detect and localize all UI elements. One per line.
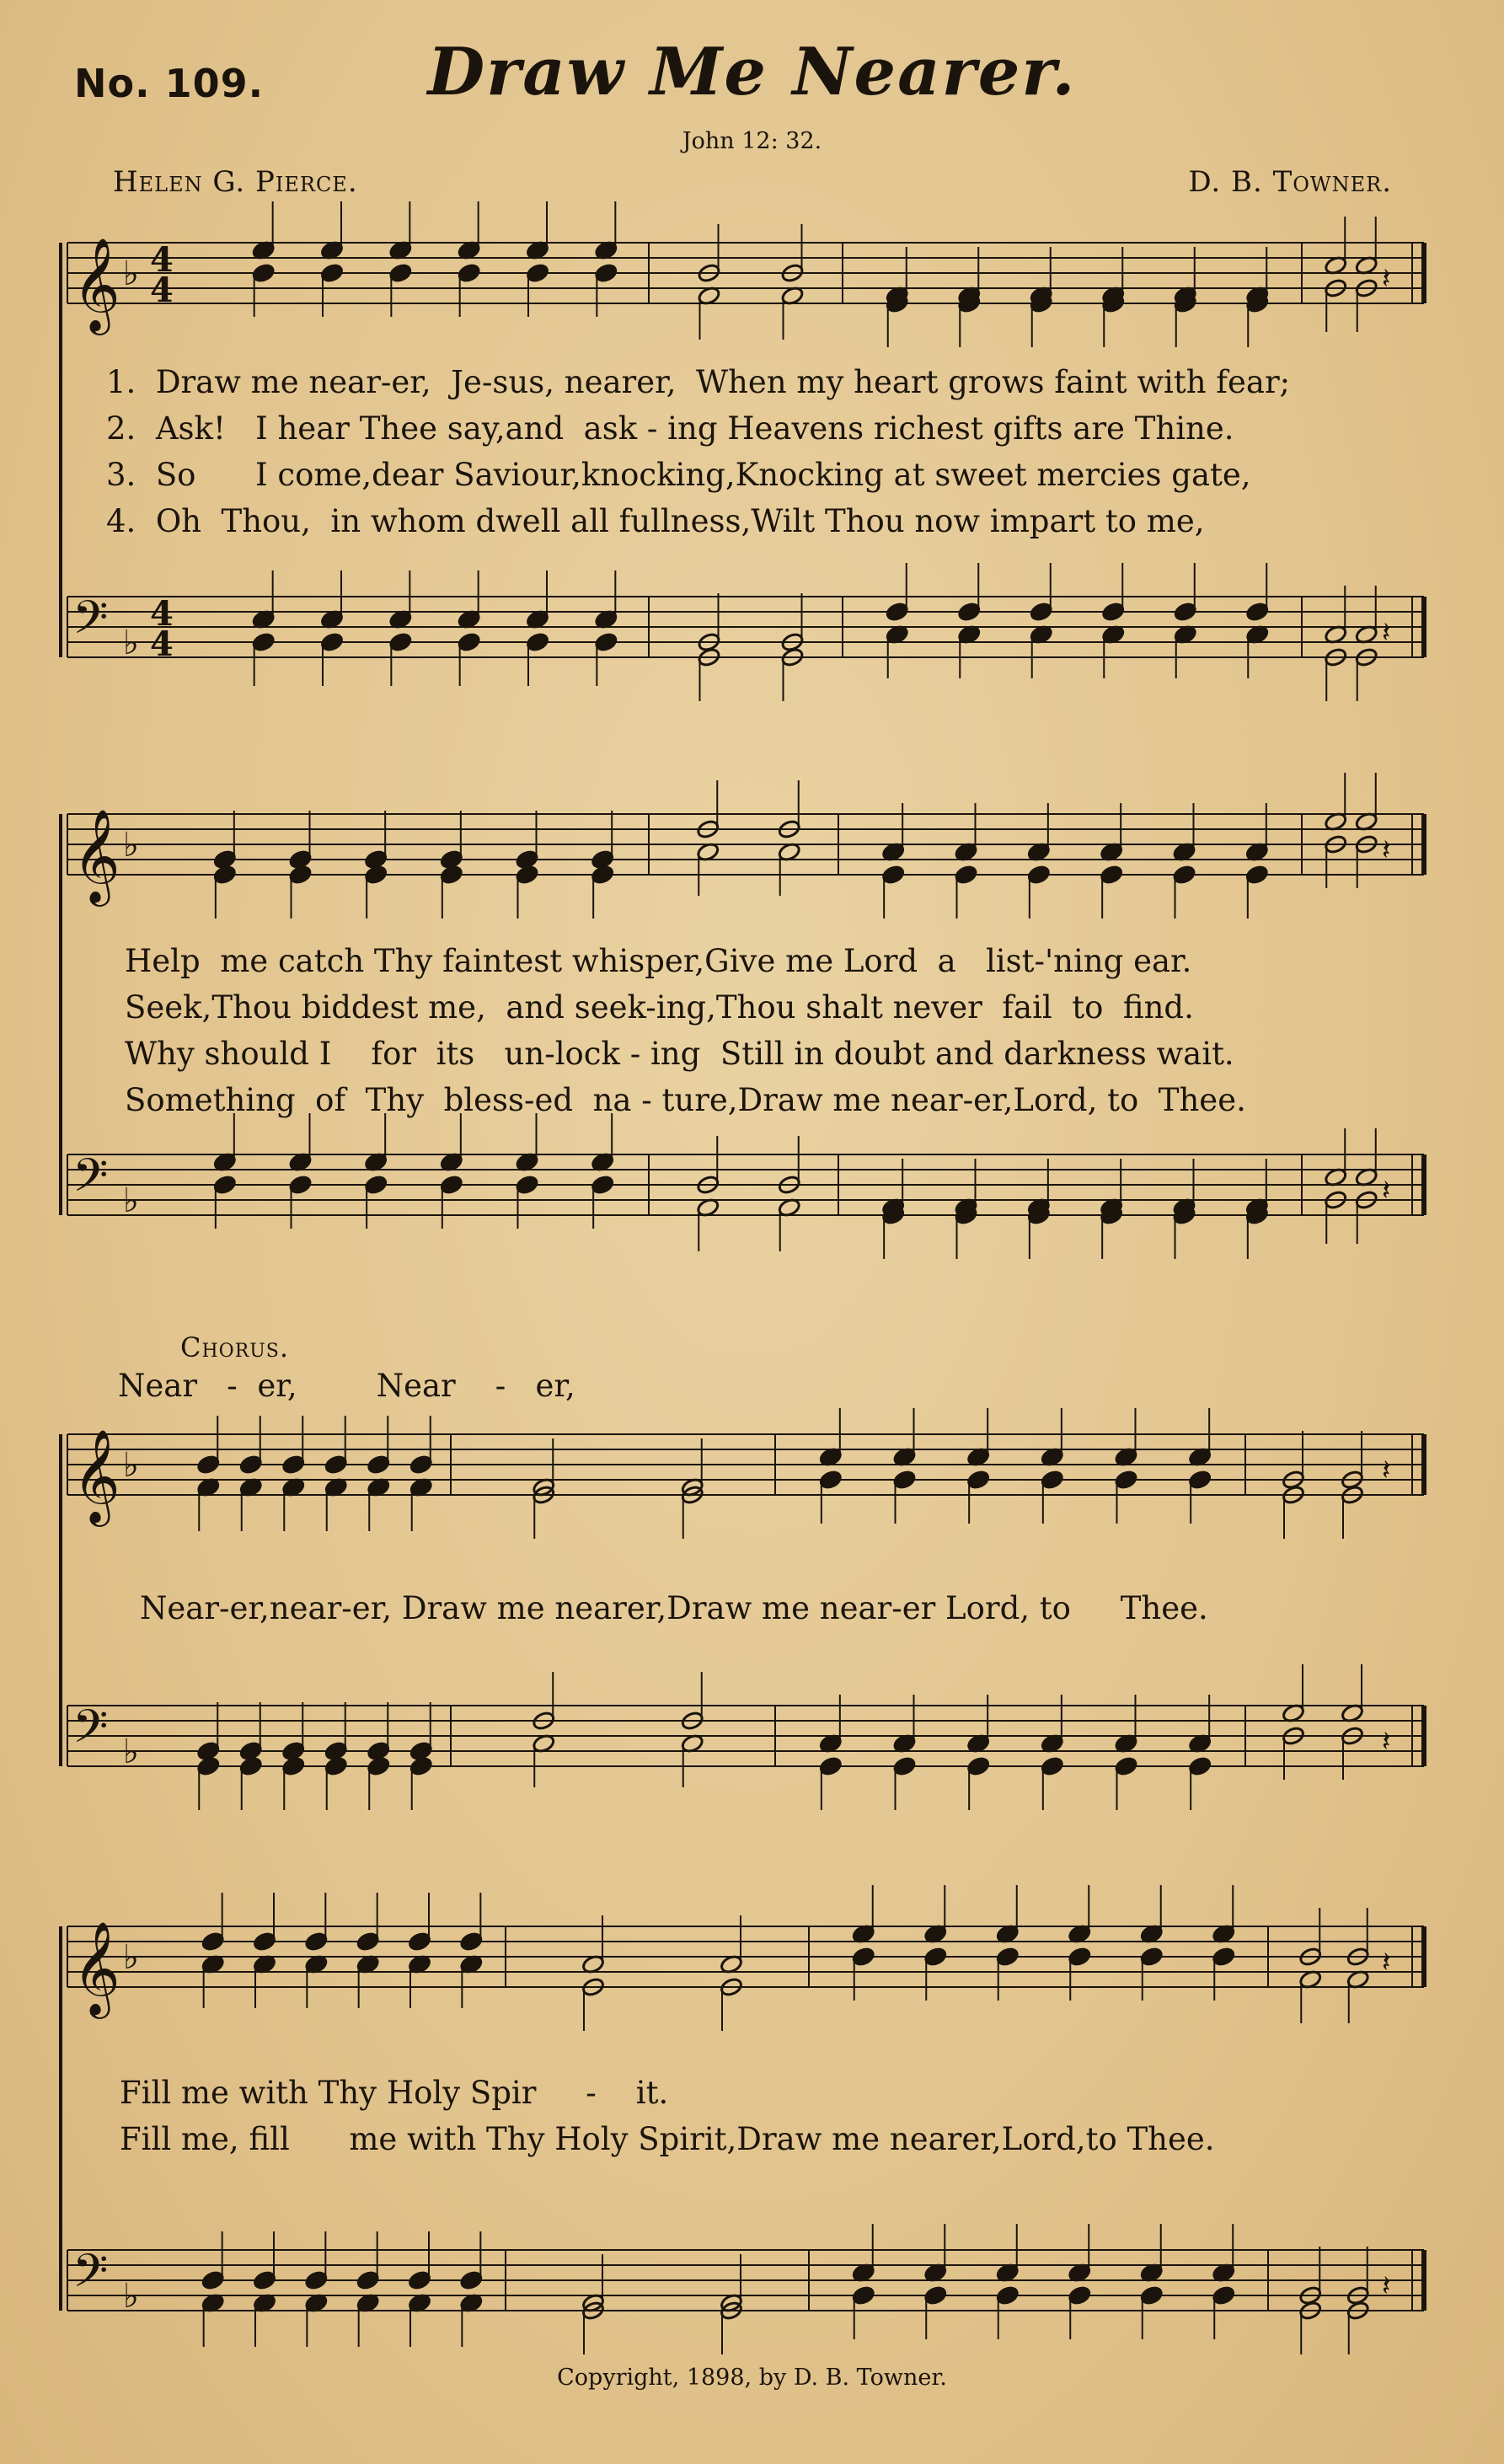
note-head — [251, 632, 276, 653]
note-head — [966, 1756, 991, 1777]
note-head — [356, 1931, 380, 1952]
composer-credit: D. B. Towner. — [1188, 165, 1392, 199]
key-signature-flat: ♭ — [123, 1938, 139, 1977]
copyright-notice: Copyright, 1898, by D. B. Towner. — [557, 2365, 947, 2391]
note-head — [594, 263, 618, 284]
note-head — [459, 1931, 484, 1952]
note-head — [954, 865, 978, 886]
hymn-title: Draw Me Nearer. — [427, 34, 1077, 110]
note-head — [1100, 865, 1124, 886]
note-head — [253, 1931, 277, 1952]
note-head — [881, 865, 906, 886]
lyricist-credit: Helen G. Pierce. — [113, 165, 358, 199]
note-head — [1212, 2285, 1236, 2306]
note-head — [1101, 602, 1126, 623]
rest-icon: 𝄽 — [1382, 1946, 1391, 1979]
note-head — [196, 1756, 221, 1777]
treble-clef-icon: 𝄞 — [72, 1428, 120, 1523]
rest-icon: 𝄽 — [1382, 262, 1391, 296]
time-signature-top: 4 — [150, 594, 174, 634]
note-head — [1068, 2285, 1092, 2306]
note-head — [923, 1947, 948, 1968]
note-head — [885, 602, 909, 623]
bass-clef-icon: 𝄢 — [72, 1700, 109, 1765]
note-head — [515, 1175, 539, 1196]
note-head — [515, 865, 539, 886]
bass-clef-icon: 𝄢 — [72, 1149, 109, 1213]
note-head — [1212, 1947, 1236, 1968]
note-head — [201, 2270, 225, 2291]
note-head — [320, 632, 345, 653]
scripture-reference: John 12: 32. — [682, 128, 822, 154]
note-head — [367, 1756, 391, 1777]
note-head — [1041, 1756, 1065, 1777]
note-head — [1041, 1470, 1065, 1491]
verse-1-line-1: 1. Draw me near-er, Je-sus, nearer, When my heart grows faint with fear; — [106, 364, 1291, 400]
note-head — [819, 1756, 843, 1777]
verse-2-line-1: 2. Ask! I hear Thee say,and ask - ing Heavens richest gifts are Thine. — [106, 410, 1234, 447]
treble-clef-icon: 𝄞 — [72, 1920, 120, 2015]
note-head — [196, 1454, 221, 1476]
note-head — [459, 2270, 484, 2291]
note-head — [288, 865, 313, 886]
chorus-lower-lyric: Near-er,near-er, Draw me nearer,Draw me near-er Lord, to Thee. — [140, 1590, 1208, 1626]
note-head — [288, 1175, 313, 1196]
note-head — [440, 1175, 464, 1196]
rest-icon: 𝄽 — [1382, 1174, 1391, 1208]
note-head — [1188, 1756, 1212, 1777]
note-head — [1114, 1470, 1138, 1491]
note-head — [251, 263, 276, 284]
verse-4-line-2: Something of Thy bless-ed na - ture,Draw me near-er,Lord, to Thee. — [125, 1082, 1246, 1118]
verse-4-line-1: 4. Oh Thou, in whom dwell all fullness,Wilt Thou now impart to me, — [106, 503, 1205, 539]
note-head — [304, 1931, 329, 1952]
note-head — [819, 1470, 843, 1491]
note-head — [526, 263, 550, 284]
note-head — [356, 2270, 380, 2291]
note-head — [201, 1931, 225, 1952]
chorus-line-3-lyric: Fill me with Thy Holy Spir - it. — [120, 2075, 669, 2111]
key-signature-flat: ♭ — [123, 624, 139, 662]
time-signature-top: 4 — [150, 240, 174, 280]
note-head — [457, 632, 481, 653]
bass-clef-icon: 𝄢 — [72, 591, 109, 656]
note-head — [892, 1756, 917, 1777]
note-head — [281, 1454, 306, 1476]
time-signature-bottom: 4 — [150, 271, 174, 310]
note-head — [388, 263, 413, 284]
verse-3-line-1: 3. So I come,dear Saviour,knocking,Knocking at sweet mercies gate, — [106, 457, 1251, 493]
key-signature-flat: ♭ — [123, 254, 139, 293]
note-head — [364, 865, 388, 886]
note-head — [923, 2285, 948, 2306]
note-head — [966, 1470, 991, 1491]
note-head — [367, 1454, 391, 1476]
note-head — [304, 2270, 329, 2291]
treble-clef-icon: 𝄞 — [72, 237, 120, 331]
note-head — [526, 632, 550, 653]
bass-clef-icon: 𝄢 — [72, 2244, 109, 2309]
note-head — [1029, 602, 1053, 623]
note-head — [409, 1454, 433, 1476]
note-head — [851, 2285, 875, 2306]
note-head — [892, 1470, 917, 1491]
note-head — [364, 1175, 388, 1196]
note-head — [1172, 865, 1196, 886]
note-head — [995, 2285, 1020, 2306]
key-signature-flat: ♭ — [123, 1181, 139, 1220]
note-head — [324, 1756, 348, 1777]
note-head — [213, 865, 238, 886]
note-head — [1245, 865, 1270, 886]
note-head — [1245, 602, 1270, 623]
note-head — [408, 2270, 432, 2291]
note-head — [1139, 1947, 1164, 1968]
rest-icon: 𝄽 — [1382, 616, 1391, 650]
note-head — [320, 263, 345, 284]
note-head — [238, 1756, 263, 1777]
chorus-upper-lyric: Near - er, Near - er, — [118, 1368, 575, 1404]
key-signature-flat: ♭ — [123, 1733, 139, 1771]
note-head — [1173, 602, 1197, 623]
verse-2-line-2: Seek,Thou biddest me, and seek-ing,Thou shalt never fail to find. — [125, 989, 1194, 1026]
note-head — [388, 632, 413, 653]
note-head — [594, 632, 618, 653]
key-signature-flat: ♭ — [123, 2277, 139, 2316]
note-head — [957, 602, 982, 623]
note-head — [408, 1931, 432, 1952]
note-head — [253, 2270, 277, 2291]
key-signature-flat: ♭ — [123, 826, 139, 865]
note-head — [1139, 2285, 1164, 2306]
note-head — [440, 865, 464, 886]
chorus-label: Chorus. — [180, 1331, 290, 1363]
note-head — [851, 1947, 875, 1968]
verse-3-line-2: Why should I for its un-lock - ing Still in doubt and darkness wait. — [125, 1036, 1234, 1072]
chorus-line-4-lyric: Fill me, fill me with Thy Holy Spirit,Draw me nearer,Lord,to Thee. — [120, 2121, 1215, 2157]
note-head — [1114, 1756, 1138, 1777]
note-head — [324, 1454, 348, 1476]
key-signature-flat: ♭ — [123, 1446, 139, 1485]
note-head — [1188, 1470, 1212, 1491]
time-signature-bottom: 4 — [150, 624, 174, 664]
rest-icon: 𝄽 — [1382, 1725, 1391, 1759]
note-head — [1068, 1947, 1092, 1968]
rest-icon: 𝄽 — [1382, 833, 1391, 867]
note-head — [457, 263, 481, 284]
note-head — [213, 1175, 238, 1196]
note-head — [995, 1947, 1020, 1968]
verse-1-line-2: Help me catch Thy faintest whisper,Give me Lord a list-'ning ear. — [125, 943, 1192, 979]
note-head — [591, 1175, 615, 1196]
note-head — [1027, 865, 1052, 886]
rest-icon: 𝄽 — [1382, 1454, 1391, 1487]
note-head — [591, 865, 615, 886]
note-head — [409, 1756, 433, 1777]
note-head — [238, 1454, 263, 1476]
treble-clef-icon: 𝄞 — [72, 808, 120, 903]
note-head — [281, 1756, 306, 1777]
hymn-number: No. 109. — [74, 61, 265, 106]
rest-icon: 𝄽 — [1382, 2269, 1391, 2303]
